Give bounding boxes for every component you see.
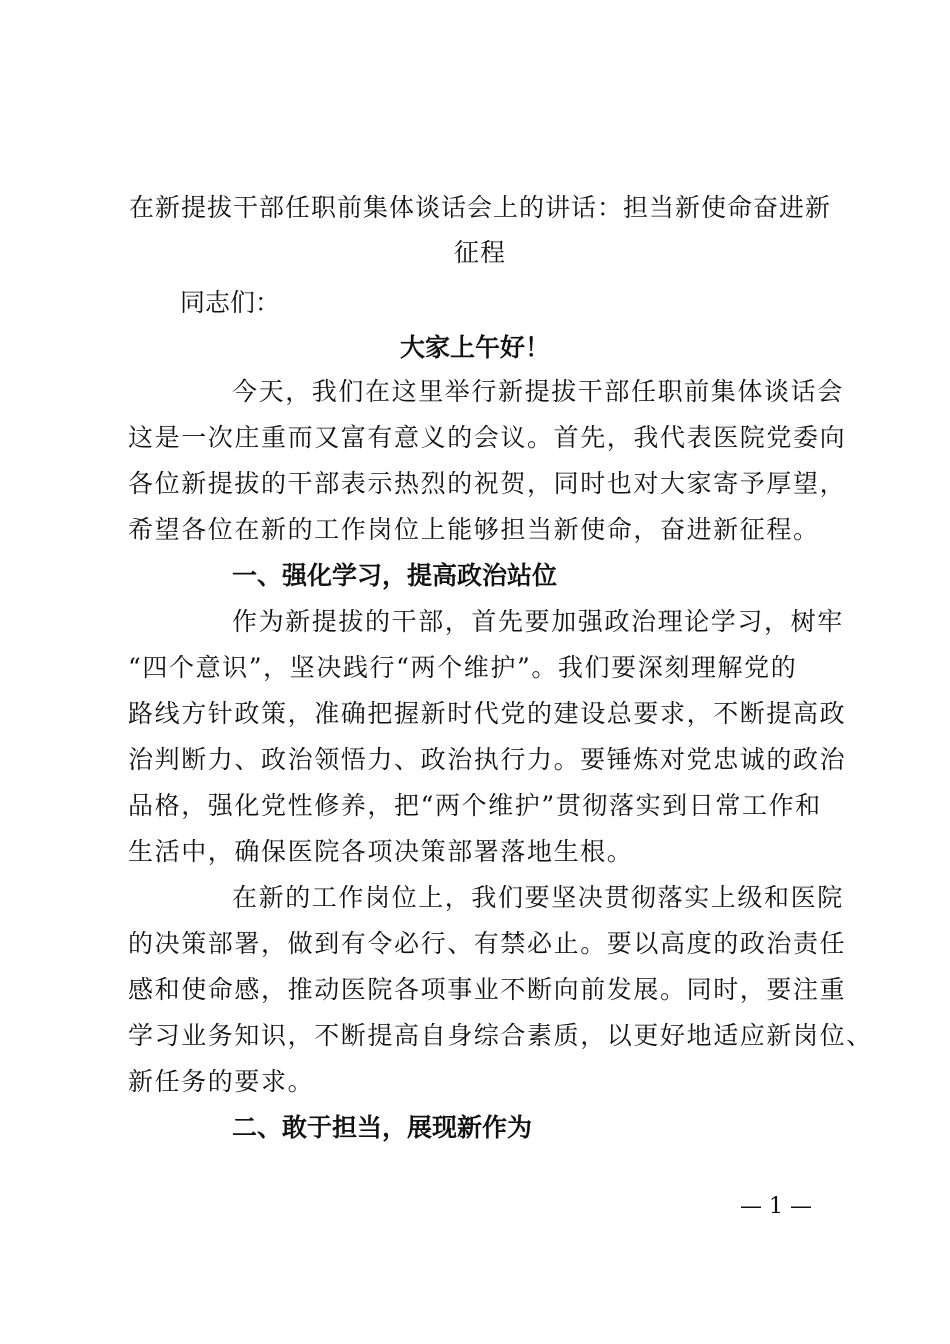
paragraph-2-line-3: 路线方针政策，准确把握新时代党的建设总要求，不断提高政 (128, 699, 847, 728)
paragraph-3-line-4: 学习业务知识，不断提高自身综合素质，以更好地适应新岗位、 (128, 1021, 873, 1050)
paragraph-3-line-1: 在新的工作岗位上，我们要坚决贯彻落实上级和医院 (232, 883, 844, 912)
paragraph-2-line-5: 品格，强化党性修养，把“两个维护”贯彻落实到日常工作和 (128, 791, 822, 820)
paragraph-3-line-2: 的决策部署，做到有令必行、有禁必止。要以高度的政治责任 (128, 929, 847, 958)
paragraph-1-line-3: 各位新提拔的干部表示热烈的祝贺，同时也对大家寄予厚望， (128, 469, 847, 498)
paragraph-2-line-1: 作为新提拔的干部，首先要加强政治理论学习，树牢 (232, 607, 844, 636)
paragraph-2-line-6: 生活中，确保医院各项决策部署落地生根。 (128, 837, 634, 866)
paragraph-1-line-1: 今天，我们在这里举行新提拔干部任职前集体谈话会 (232, 377, 844, 406)
paragraph-2-line-2: “四个意识”，坚决践行“两个维护”。我们要深刻理解党的 (128, 653, 798, 682)
document-title-line-2: 征程 (453, 238, 506, 267)
paragraph-1-line-4: 希望各位在新的工作岗位上能够担当新使命，奋进新征程。 (128, 515, 820, 544)
section-heading-1: 一、强化学习，提高政治站位 (232, 561, 558, 590)
paragraph-2-line-4: 治判断力、政治领悟力、政治执行力。要锤炼对党忠诚的政治 (128, 745, 847, 774)
page-number: — 1 — (740, 1194, 812, 1219)
document-title-line-1: 在新提拔干部任职前集体谈话会上的讲话：担当新使命奋进新 (128, 193, 831, 222)
paragraph-1-line-2: 这是一次庄重而又富有意义的会议。首先，我代表医院党委向 (128, 423, 847, 452)
paragraph-3-line-3: 感和使命感，推动医院各项事业不断向前发展。同时，要注重 (128, 975, 847, 1004)
greeting: 大家上午好！ (399, 333, 550, 362)
section-heading-2: 二、敢于担当，展现新作为 (232, 1113, 533, 1142)
paragraph-3-line-5: 新任务的要求。 (128, 1067, 315, 1096)
salutation: 同志们： (180, 288, 281, 317)
